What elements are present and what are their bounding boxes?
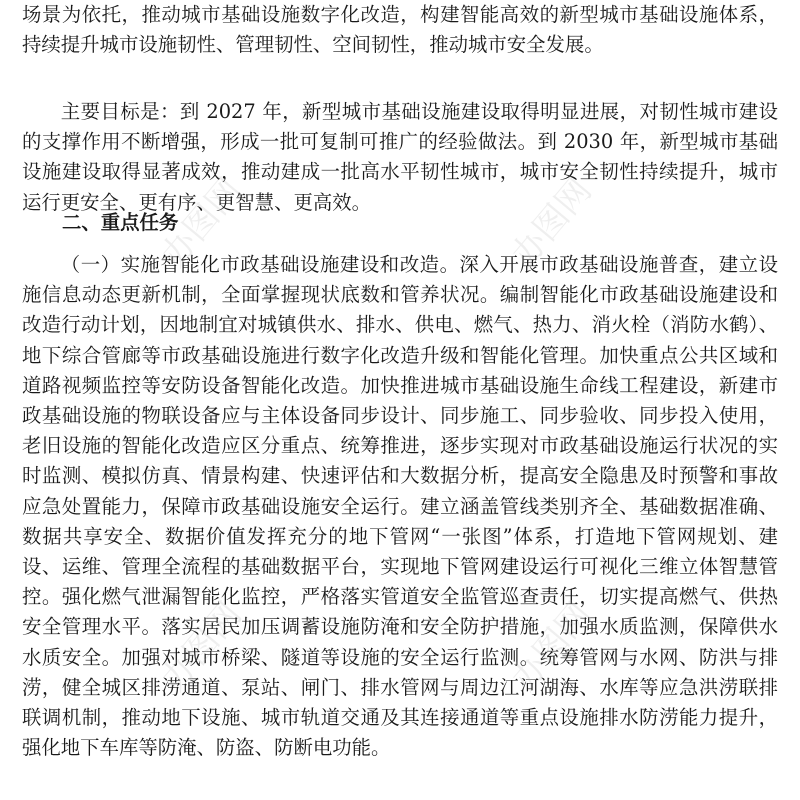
section-heading: 二、重点任务 — [62, 211, 179, 234]
paragraph-main-goals: 主要目标是：到 2027 年，新型城市基础设施建设取得明显进展，对韧性城市建设的支撑作用不断增强，形成一批可复制可推广的经验做法。到 2030 年，新型城市基础设施建设取得显著成效，推动建成一批高水平韧性城市，城市安全韧性持续提升，城市运行更安全、更有序、更智慧、更高效。 — [22, 100, 778, 214]
watermark: 办图网 — [153, 170, 250, 275]
watermark: 办图网 — [503, 594, 600, 699]
watermark: 办图网 — [503, 170, 600, 275]
paragraph-key-tasks: （一）实施智能化市政基础设施建设和改造。深入开展市政基础设施普查，建立设施信息动态更新机制，全面掌握现状底数和管养状况。编制智能化市政基础设施建设和改造行动计划，因地制宜对城镇供水、排水、供电、燃气、热力、消火栓（消防水鹤）、地下综合管廊等市政基础设施进行数字化改造升级和智能化管理。加快重点公共区域和道路视频监控等安防设备智能化改造。加快推进城市基础设施生命线工程建设，新建市政基础设施的物联设备应与主体设备同步设计、同步施工、同步验收、同步投入使用，老旧设施的智能化改造应区分重点、统筹推进，逐步实现对市政基础设施运行状况的实时监测、模拟仿真、情景构建、快速评估和大数据分析，提高安全隐患及时预警和事故应急处置能力，保障市政基础设施安全运行。建立涵盖管线类别齐全、基础数据准确、数据共享安全、数据价值发挥充分的地下管网“一张图”体系，打造地下管网规划、建设、运维、管理全流程的基础数据平台，实现地下管网建设运行可视化三维立体智慧管控。强化燃气泄漏智能化监控，严格落实管道安全监管巡查责任，切实提高燃气、供热安全管理水平。落实居民加压调蓄设施防淹和安全防护措施，加强水质监测，保障供水水质安全。加强对城市桥梁、隧道等设施的安全运行监测。统筹管网与水网、防洪与排涝，健全城区排涝通道、泵站、闸门、排水管网与周边江河湖海、水库等应急洪涝联排联调机制，推动地下设施、城市轨道交通及其连接通道等重点设施排水防涝能力提升，强化地下车库等防淹、防盗、防断电功能。 — [22, 253, 778, 760]
watermark: 办图网 — [153, 594, 250, 699]
paragraph-top: 场景为依托，推动城市基础设施数字化改造，构建智能高效的新型城市基础设施体系，持续提升城市设施韧性、管理韧性、空间韧性，推动城市安全发展。 — [22, 3, 778, 57]
